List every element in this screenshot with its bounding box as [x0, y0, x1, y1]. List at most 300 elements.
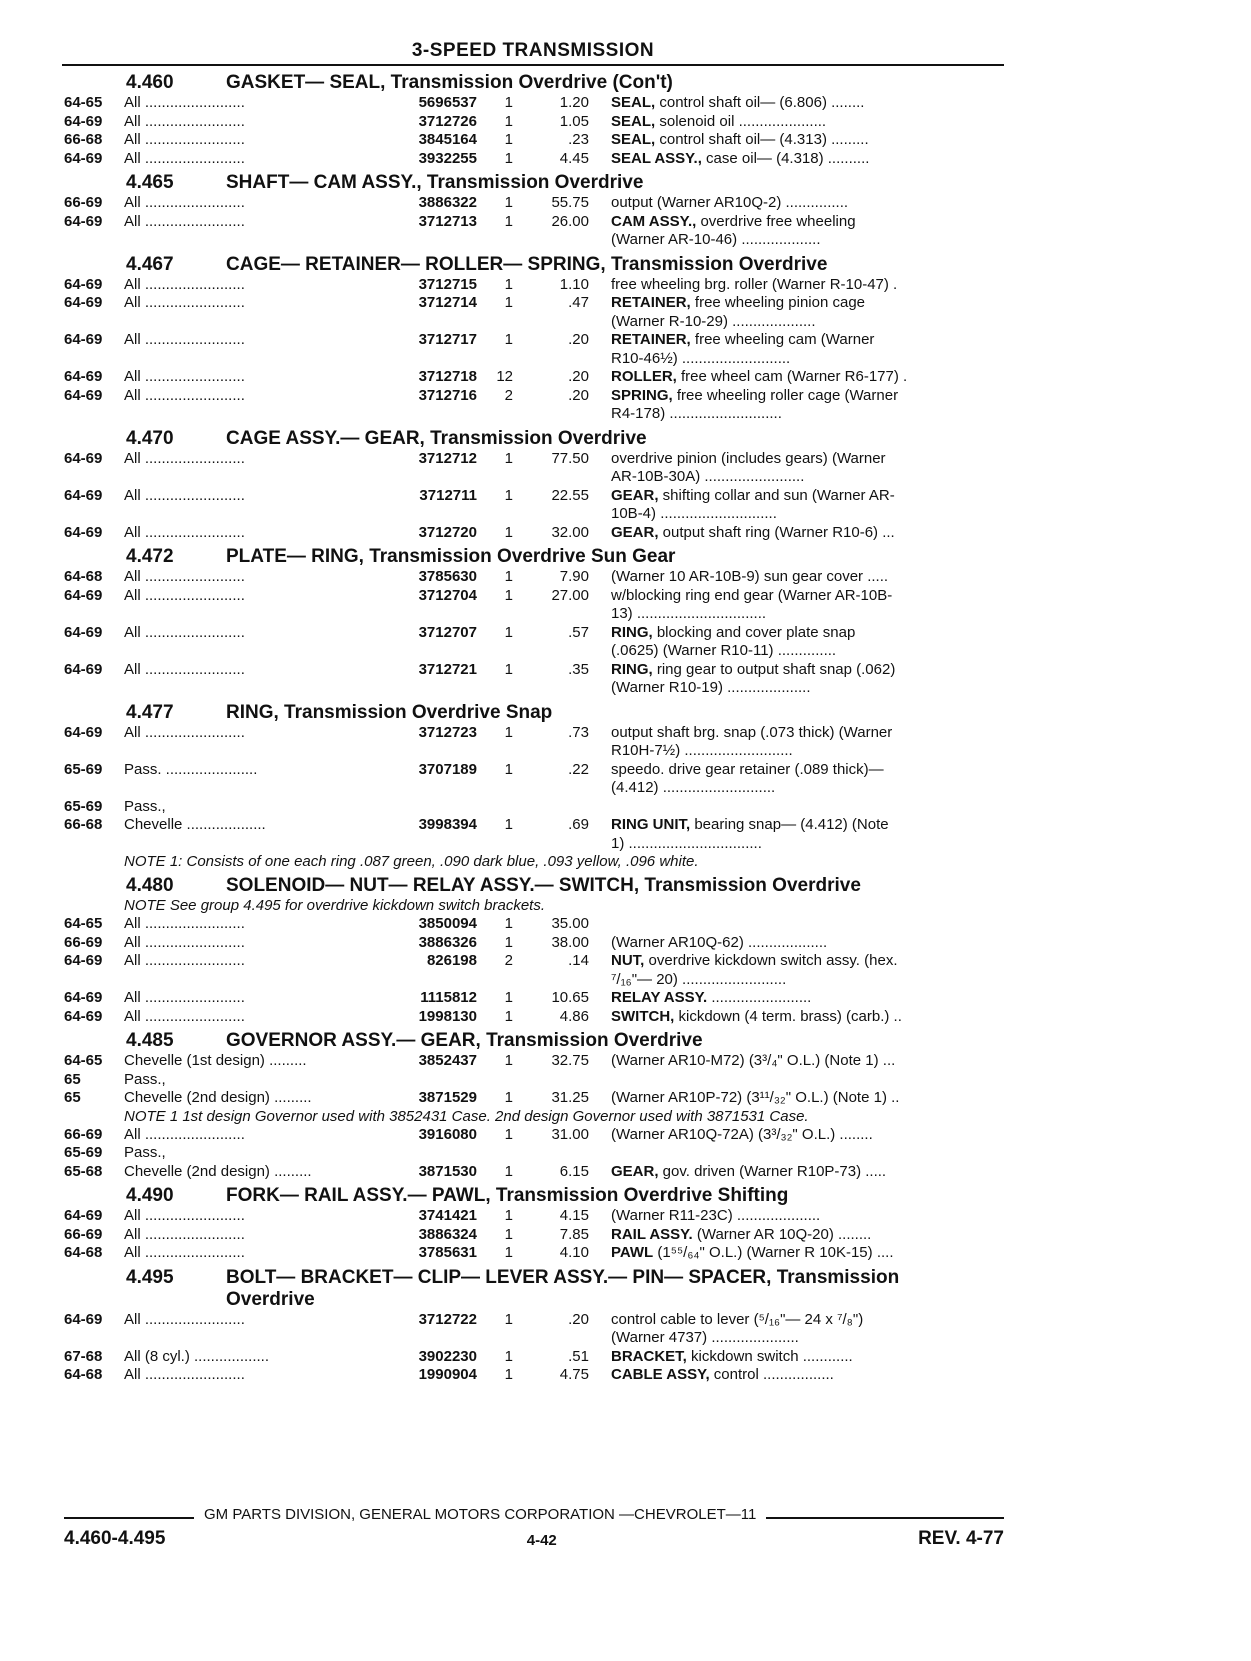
- quantity: 1: [504, 623, 513, 641]
- part-number: 3916080: [418, 1125, 477, 1143]
- part-row: [64, 1144, 1004, 1181]
- description: [589, 150, 1004, 169]
- quantity: 1: [504, 933, 513, 951]
- part-number: 5696537: [418, 94, 477, 111]
- model-years: 64-69: [64, 623, 103, 641]
- description-bold: CABLE ASSY,: [611, 1366, 710, 1383]
- quantity: 2: [504, 952, 513, 969]
- description: [589, 276, 1004, 295]
- model-years: 64-69: [64, 723, 103, 741]
- description-text: (Warner AR 10Q-20) ........: [692, 1225, 872, 1243]
- description: [589, 194, 1004, 213]
- description-bold: RETAINER,: [611, 331, 691, 348]
- section-number: 4.495: [126, 1266, 174, 1288]
- description-text: free wheeling roller cage (Warner R4-178) ...........................: [611, 386, 899, 422]
- quantity: 1: [504, 1089, 513, 1106]
- description-text: kickdown switch ............: [686, 1347, 853, 1365]
- quantity: 1: [504, 149, 513, 167]
- section-heading: [64, 1185, 1004, 1207]
- model: All ........................: [124, 1244, 245, 1261]
- section-name: SHAFT— CAM ASSY., Transmission Overdrive: [226, 172, 644, 193]
- part-number: 826198: [426, 952, 477, 969]
- part-row: [64, 1207, 1004, 1226]
- quantity: 1: [504, 760, 513, 778]
- section-name: GOVERNOR ASSY.— GEAR, Transmission Overdrive: [226, 1030, 703, 1051]
- description: [589, 331, 1004, 368]
- description-text: overdrive free wheeling (Warner AR-10-46) ...................: [611, 212, 856, 248]
- part-row: [64, 1226, 1004, 1245]
- footer-rule-right: [766, 1517, 1004, 1519]
- model-years: 64-69: [64, 952, 103, 969]
- description-bold: NUT,: [611, 952, 645, 969]
- model: All ........................: [124, 523, 245, 541]
- model: All ........................: [124, 149, 245, 167]
- description: [589, 1311, 1004, 1348]
- part-row: [64, 276, 1004, 295]
- part-number: 3712714: [418, 294, 477, 311]
- description: [589, 1071, 1004, 1108]
- description-text: control shaft oil— (4.313) .........: [655, 131, 869, 148]
- footer-publisher: GM PARTS DIVISION, GENERAL MOTORS CORPORATION —CHEVROLET—11: [204, 1506, 757, 1523]
- description: [589, 568, 1004, 587]
- section-name: SOLENOID— NUT— RELAY ASSY.— SWITCH, Transmission Overdrive: [226, 875, 861, 896]
- model: All ........................: [124, 331, 245, 348]
- description-bold: GEAR,: [611, 486, 659, 504]
- part-row: [64, 331, 1004, 368]
- part-row: [64, 1008, 1004, 1027]
- section-name: FORK— RAIL ASSY.— PAWL, Transmission Overdrive Shifting: [226, 1185, 789, 1206]
- description: [589, 934, 1004, 953]
- quantity: 1: [504, 1225, 513, 1243]
- price: .20: [568, 386, 589, 404]
- price: 4.75: [559, 1366, 589, 1383]
- description-bold: CAM ASSY.,: [611, 212, 697, 230]
- model: All ........................: [124, 1366, 245, 1383]
- part-row: [64, 131, 1004, 150]
- description-text: ring gear to output shaft snap (.062) (Warner R10-19) ....................: [611, 660, 896, 696]
- description-text: control cable to lever (⁵/₁₆"— 24 x ⁷/₈") (Warner 4737) .....................: [611, 1310, 864, 1346]
- part-row: [64, 487, 1004, 524]
- price: .20: [568, 1310, 589, 1328]
- section-heading: [64, 172, 1004, 194]
- section-name: RING, Transmission Overdrive Snap: [226, 701, 553, 723]
- price: 22.55: [551, 486, 589, 504]
- price: .14: [568, 952, 589, 969]
- description: [589, 131, 1004, 150]
- model-years: 66-68: [64, 131, 103, 148]
- parts-page: [64, 40, 1004, 1385]
- model-years: 64-65: [64, 915, 103, 932]
- model-years: 64-69: [64, 989, 103, 1006]
- price: .20: [568, 331, 589, 348]
- price: 1.20: [559, 94, 589, 111]
- price: .35: [568, 660, 589, 678]
- model: All ........................: [124, 915, 245, 932]
- part-number: 3712707: [418, 623, 477, 641]
- quantity: 1: [504, 586, 513, 604]
- part-row: [64, 213, 1004, 250]
- part-number: 3852437: [418, 1052, 477, 1069]
- model: All ........................: [124, 94, 245, 111]
- description: [589, 1226, 1004, 1245]
- model-years: 66-69: [64, 1125, 103, 1143]
- description: [589, 1126, 1004, 1145]
- model: All ........................: [124, 112, 245, 130]
- description-bold: GEAR,: [611, 523, 659, 541]
- part-number: 3712712: [418, 449, 477, 467]
- part-row: [64, 624, 1004, 661]
- section-name: PLATE— RING, Transmission Overdrive Sun Gear: [226, 546, 676, 567]
- description-text: kickdown (4 term. brass) (carb.) ..: [674, 1007, 902, 1025]
- part-number: 3712716: [418, 386, 477, 404]
- model: All ........................: [124, 952, 245, 969]
- price: .23: [568, 131, 589, 148]
- model-years: 64-69: [64, 523, 103, 541]
- model-years: 66-69: [64, 1225, 103, 1243]
- model-years: 67-68: [64, 1347, 103, 1365]
- part-number: 3886324: [418, 1225, 477, 1243]
- part-row: [64, 194, 1004, 213]
- description-bold: PAWL: [611, 1244, 654, 1261]
- part-row: [64, 568, 1004, 587]
- description-text: (Warner AR10-M72) (3³/₄" O.L.) (Note 1) ...: [611, 1052, 896, 1069]
- description-text: (Warner AR10Q-72A) (3³/₃₂" O.L.) ........: [611, 1125, 873, 1143]
- description: [589, 94, 1004, 113]
- description-bold: ROLLER,: [611, 368, 677, 385]
- part-row: [64, 450, 1004, 487]
- price: .20: [568, 368, 589, 385]
- description: [589, 1144, 1004, 1181]
- part-number: 3712715: [418, 275, 477, 293]
- part-row: [64, 94, 1004, 113]
- section-number: 4.490: [126, 1185, 174, 1206]
- description-bold: RELAY ASSY.: [611, 989, 708, 1006]
- model-years: 66-69: [64, 933, 103, 951]
- part-number: 3871529: [418, 1089, 477, 1106]
- section-note: NOTE 1 1st design Governor used with 3852431 Case. 2nd design Governor used with 3871531 Case.: [124, 1107, 809, 1125]
- price: 32.00: [551, 523, 589, 541]
- quantity: 1: [504, 331, 513, 348]
- part-number: 3741421: [418, 1207, 477, 1224]
- part-row: [64, 952, 1004, 989]
- model-years: 65-69: [64, 760, 103, 778]
- section-heading: [64, 546, 1004, 568]
- description-text: free wheeling pinion cage (Warner R-10-29) ....................: [611, 294, 866, 330]
- model: All ........................: [124, 449, 245, 467]
- price: 27.00: [551, 586, 589, 604]
- model-years: 64-69: [64, 449, 103, 467]
- part-number: 3886322: [418, 194, 477, 211]
- description: [589, 450, 1004, 487]
- footer-bottom: [64, 1528, 1004, 1550]
- quantity: 1: [504, 194, 513, 211]
- model-years: 64-65: [64, 94, 103, 111]
- part-number: 3712721: [418, 660, 477, 678]
- quantity: 12: [496, 368, 513, 385]
- model: All ........................: [124, 1125, 245, 1143]
- model: All ........................: [124, 723, 245, 741]
- sections-container: [64, 72, 1004, 1385]
- section-number: 4.485: [126, 1030, 174, 1051]
- price: 35.00: [551, 915, 589, 932]
- description-bold: SEAL,: [611, 94, 656, 111]
- quantity: 1: [504, 275, 513, 293]
- description-text: free wheeling cam (Warner R10-46½) ..........................: [611, 331, 875, 367]
- description-text: w/blocking ring end gear (Warner AR-10B- 13) ...............................: [611, 586, 893, 622]
- part-row: [64, 915, 1004, 934]
- quantity: 1: [504, 1052, 513, 1069]
- description-text: control .................: [709, 1366, 834, 1383]
- price: .47: [568, 294, 589, 311]
- model-years: 64-69: [64, 368, 103, 385]
- model-years: 64-69: [64, 1207, 103, 1224]
- part-number: 3707189: [418, 760, 477, 778]
- part-row: [64, 798, 1004, 854]
- model: All ........................: [124, 275, 245, 293]
- part-number: 1998130: [418, 1007, 477, 1025]
- quantity: 1: [504, 1162, 513, 1180]
- part-row: [64, 724, 1004, 761]
- description-text: output shaft brg. snap (.073 thick) (Warner R10H-7½) ..........................: [611, 723, 893, 759]
- section-number: 4.465: [126, 172, 174, 193]
- part-row: [64, 1348, 1004, 1367]
- quantity: 1: [504, 1347, 513, 1365]
- description-text: output shaft ring (Warner R10-6) ...: [658, 523, 895, 541]
- description-text: (1⁵⁵/₆₄" O.L.) (Warner R 10K-15) ....: [653, 1244, 894, 1261]
- model-years: 64-69: [64, 112, 103, 130]
- description-bold: SEAL,: [611, 131, 656, 148]
- part-number: 3886326: [418, 933, 477, 951]
- quantity: 1: [504, 1366, 513, 1383]
- quantity: 1: [504, 131, 513, 148]
- description-text: (Warner AR10P-72) (3¹¹/₃₂" O.L.) (Note 1) ..: [611, 1089, 900, 1106]
- model: All ........................: [124, 568, 245, 585]
- model: All ........................: [124, 294, 245, 311]
- section-number: 4.470: [126, 427, 174, 449]
- model-years: 64-69: [64, 1007, 103, 1025]
- model-years: 64-69: [64, 212, 103, 230]
- description-text: (Warner R11-23C) ....................: [611, 1207, 821, 1224]
- model-years: 65 65: [64, 1070, 81, 1106]
- part-number: 3712722: [418, 1310, 477, 1328]
- quantity: 1: [504, 1244, 513, 1261]
- description-bold: RING,: [611, 623, 653, 641]
- part-number: 3998394: [418, 816, 477, 833]
- section-name: GASKET— SEAL, Transmission Overdrive (Con't): [226, 72, 673, 93]
- model-years: 64-69: [64, 294, 103, 311]
- model: All ........................: [124, 486, 245, 504]
- price: 38.00: [551, 933, 589, 951]
- quantity: 1: [504, 486, 513, 504]
- part-row: [64, 150, 1004, 169]
- description: [589, 1207, 1004, 1226]
- price: 4.45: [559, 149, 589, 167]
- description: [589, 798, 1004, 854]
- section-note: NOTE 1: Consists of one each ring .087 green, .090 dark blue, .093 yellow, .096 white.: [124, 853, 699, 870]
- description-text: free wheel cam (Warner R6-177) .: [676, 368, 908, 385]
- description-text: overdrive kickdown switch assy. (hex. ⁷/₁₆"— 20) .........................: [611, 952, 898, 988]
- model: All ........................: [124, 131, 245, 148]
- description-bold: RING UNIT,: [611, 816, 691, 833]
- description: [589, 761, 1004, 798]
- description-bold: RETAINER,: [611, 294, 691, 311]
- price: 7.90: [559, 568, 589, 585]
- model-years: 66-69: [64, 194, 103, 211]
- part-row: [64, 1366, 1004, 1385]
- part-row: [64, 1071, 1004, 1108]
- part-number: 1990904: [418, 1366, 477, 1383]
- description-text: bearing snap— (4.412) (Note 1) ................................: [611, 816, 889, 852]
- price: 31.25: [551, 1089, 589, 1106]
- model-years: 64-69: [64, 275, 103, 293]
- quantity: 1: [504, 523, 513, 541]
- part-number: 1115812: [420, 989, 477, 1006]
- part-number: 3902230: [418, 1347, 477, 1365]
- part-number: 3712726: [418, 112, 477, 130]
- part-row: [64, 989, 1004, 1008]
- part-number: 3712704: [418, 586, 477, 604]
- section-number: 4.460: [126, 72, 174, 93]
- part-row: [64, 1126, 1004, 1145]
- description-bold: RAIL ASSY.: [611, 1225, 693, 1243]
- section-note: NOTE See group 4.495 for overdrive kickdown switch brackets.: [124, 897, 546, 914]
- model: All ........................: [124, 386, 245, 404]
- quantity: 1: [504, 1207, 513, 1224]
- quantity: 1: [504, 449, 513, 467]
- description: [589, 487, 1004, 524]
- description: [589, 1244, 1004, 1263]
- description: [589, 387, 1004, 424]
- part-number: 3712713: [418, 212, 477, 230]
- section-heading: [64, 875, 1004, 897]
- description-text: output (Warner AR10Q-2) ...............: [611, 194, 849, 211]
- part-number: 3712723: [418, 723, 477, 741]
- description: [589, 952, 1004, 989]
- section-name: CAGE ASSY.— GEAR, Transmission Overdrive: [226, 427, 647, 449]
- quantity: 1: [504, 816, 513, 833]
- model-years: 65-69 65-68: [64, 1144, 103, 1180]
- section-heading: [64, 702, 1004, 724]
- model: All ........................: [124, 933, 245, 951]
- price: 32.75: [551, 1052, 589, 1069]
- part-row: [64, 368, 1004, 387]
- section-name: CAGE— RETAINER— ROLLER— SPRING, Transmission Overdrive: [226, 253, 828, 275]
- description: [589, 624, 1004, 661]
- description: [589, 294, 1004, 331]
- model: All ........................: [124, 368, 245, 385]
- section-heading: [64, 72, 1004, 94]
- description-text: shifting collar and sun (Warner AR- 10B-4) ............................: [611, 486, 895, 522]
- quantity: 1: [504, 112, 513, 130]
- model-years: 64-69: [64, 386, 103, 404]
- model-years: 64-65: [64, 1052, 103, 1069]
- quantity: 1: [504, 212, 513, 230]
- description: [589, 1008, 1004, 1027]
- section-heading: [64, 1030, 1004, 1052]
- quantity: 1: [504, 1310, 513, 1328]
- description-text: ........................: [707, 989, 812, 1006]
- model-years: 64-68: [64, 568, 103, 585]
- part-number: 3932255: [418, 149, 477, 167]
- section-heading: [64, 428, 1004, 450]
- model: Pass., Chevelle ...................: [124, 797, 266, 833]
- part-number: 3871530: [418, 1162, 477, 1180]
- description-text: case oil— (4.318) ..........: [701, 149, 870, 167]
- model: All ........................: [124, 623, 245, 641]
- description: [589, 1052, 1004, 1071]
- price: 26.00: [551, 212, 589, 230]
- model: All ........................: [124, 660, 245, 678]
- description-bold: SEAL,: [611, 112, 656, 130]
- price: 6.15: [559, 1162, 589, 1180]
- model: Pass., Chevelle (2nd design) .........: [124, 1070, 312, 1106]
- model-years: 64-69: [64, 331, 103, 348]
- description: [589, 113, 1004, 132]
- part-number: 3712720: [418, 523, 477, 541]
- model: All ........................: [124, 586, 245, 604]
- part-number: 3850094: [418, 915, 477, 932]
- quantity: 1: [504, 294, 513, 311]
- description-text: overdrive pinion (includes gears) (Warner AR-10B-30A) ........................: [611, 449, 886, 485]
- part-row: [64, 1052, 1004, 1071]
- page-title: 3-SPEED TRANSMISSION: [62, 40, 1004, 66]
- description: [589, 1348, 1004, 1367]
- part-number: 3785630: [418, 568, 477, 585]
- model: Pass., Chevelle (2nd design) .........: [124, 1144, 312, 1180]
- footer-rule-left: [64, 1517, 194, 1519]
- quantity: 1: [504, 989, 513, 1006]
- price: 55.75: [551, 194, 589, 211]
- price: 1.05: [559, 112, 589, 130]
- model-years: 64-68: [64, 1244, 103, 1261]
- quantity: 1: [504, 723, 513, 741]
- description-bold: RING,: [611, 660, 653, 678]
- description-bold: GEAR,: [611, 1162, 659, 1180]
- quantity: 1: [504, 568, 513, 585]
- description: [589, 989, 1004, 1008]
- description-text: blocking and cover plate snap (.0625) (Warner R10-11) ..............: [611, 623, 856, 659]
- part-number: 3712711: [419, 486, 477, 504]
- model: All (8 cyl.) ..................: [124, 1347, 270, 1365]
- description: [589, 724, 1004, 761]
- description-text: speedo. drive gear retainer (.089 thick)— (4.412) ...........................: [611, 760, 884, 796]
- quantity: 2: [504, 386, 513, 404]
- description-text: (Warner AR10Q-62) ...................: [611, 933, 828, 951]
- price: .73: [568, 723, 589, 741]
- part-row: [64, 1311, 1004, 1348]
- description-text: gov. driven (Warner R10P-73) .....: [658, 1162, 887, 1180]
- model: All ........................: [124, 989, 245, 1006]
- model: Pass. ......................: [124, 760, 258, 778]
- description-text: solenoid oil .....................: [655, 112, 827, 130]
- price: 4.10: [559, 1244, 589, 1261]
- section-number: 4.477: [126, 701, 174, 723]
- price: .57: [568, 623, 589, 641]
- description-bold: SEAL ASSY.,: [611, 149, 702, 167]
- description: [589, 661, 1004, 698]
- price: .69: [568, 816, 589, 833]
- model: All ........................: [124, 1310, 245, 1328]
- quantity: 1: [504, 915, 513, 932]
- part-row: [64, 113, 1004, 132]
- price: 10.65: [551, 989, 589, 1006]
- part-number: 3712717: [418, 331, 477, 348]
- model: Chevelle (1st design) .........: [124, 1052, 307, 1069]
- section-number: 4.467: [126, 253, 174, 275]
- part-number: 3845164: [418, 131, 477, 148]
- section-number: 4.480: [126, 875, 174, 896]
- price: 77.50: [551, 449, 589, 467]
